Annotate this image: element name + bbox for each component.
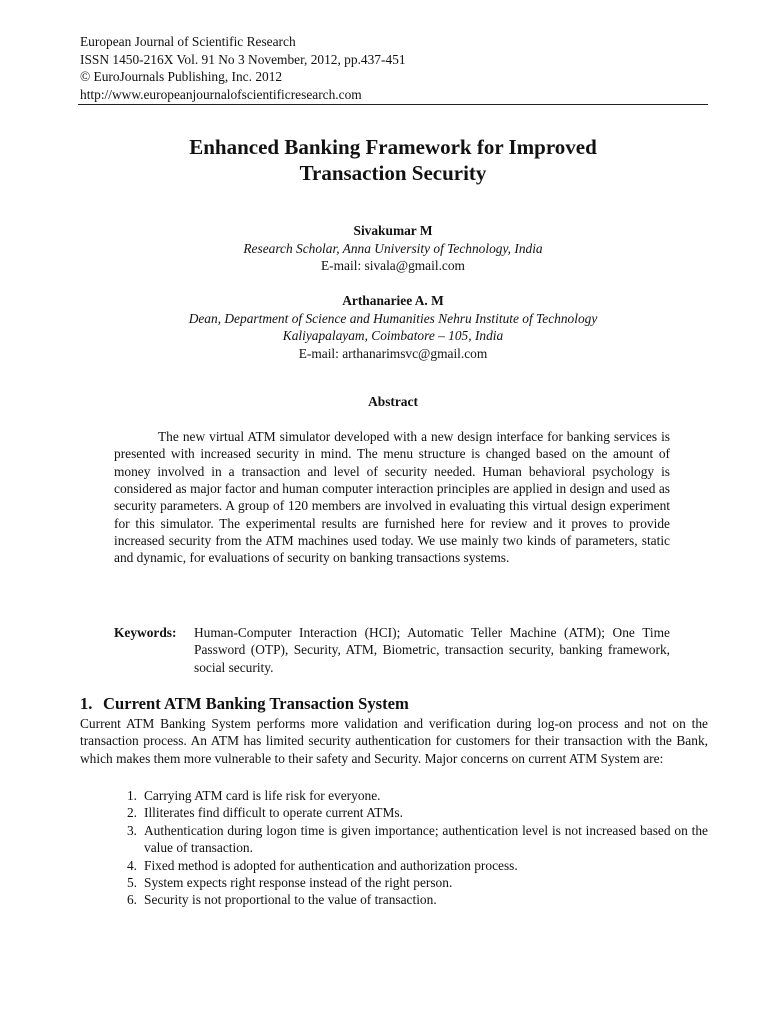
- concerns-list: [80, 787, 708, 909]
- keywords-block: [114, 624, 670, 676]
- list-item-text: Fixed method is adopted for authentication and authorization process.: [144, 857, 518, 873]
- list-item-text: Authentication during logon time is given importance; authentication level is not increased based on the value of transaction.: [144, 822, 708, 856]
- section-title: Current ATM Banking Transaction System: [103, 694, 409, 713]
- section-number: 1.: [80, 694, 93, 713]
- list-item-number: 2.: [126, 805, 137, 821]
- author-affiliation: Research Scholar, Anna University of Technology, India: [243, 240, 543, 256]
- list-item-text: Security is not proportional to the value of transaction.: [144, 892, 437, 908]
- paper-title: [78, 134, 708, 186]
- list-item-number: 3.: [126, 822, 137, 838]
- author-email[interactable]: E-mail: arthanarimsvc@gmail.com: [298, 345, 488, 361]
- title-line-2: Transaction Security: [299, 161, 487, 185]
- section-paragraph: Current ATM Banking System performs more validation and verification during log-on process and not on the transaction process. An ATM has limited security authentication for customers for their transaction with the Bank, which makes them more vulnerable to their safety and Security. Major concerns on current ATM System are:: [80, 716, 708, 766]
- header-divider: [78, 104, 708, 105]
- list-item-text: Illiterates find difficult to operate current ATMs.: [144, 805, 403, 821]
- title-line-1: Enhanced Banking Framework for Improved: [189, 135, 597, 159]
- journal-url[interactable]: http://www.europeanjournalofscientificresearch.com: [80, 86, 362, 102]
- keywords-text: Human-Computer Interaction (HCI); Automatic Teller Machine (ATM); One Time Password (OTP), Security, ATM, Biometric, transaction security, banking framework, social security.: [194, 625, 670, 675]
- list-item-number: 1.: [126, 788, 137, 803]
- list-item-text: System expects right response instead of the right person.: [144, 875, 453, 891]
- list-item: [80, 874, 708, 891]
- list-item-number: 5.: [126, 875, 137, 891]
- list-item-number: 6.: [126, 892, 137, 908]
- author-block-2: [78, 292, 708, 362]
- list-item-text: Carrying ATM card is life risk for everyone.: [144, 788, 381, 803]
- abstract-text: The new virtual ATM simulator developed with a new design interface for banking services is presented with increased security in mind. The menu structure is changed based on the amount of money involved in a transaction and level of security needed. Human behavioral psychology is considered as major factor and human computer interaction principles are applied in design and used as security parameters. A group of 120 members are involved in evaluating this virtual design experiment for this simulator. The experimental results are furnished here for review and it proves to provide increased security from the ATM machines used today. We use mainly two kinds of parameters, static and dynamic, for evaluations of security on banking transactions systems.: [114, 429, 670, 566]
- author-name: Arthanariee A. M: [342, 293, 444, 308]
- journal-copyright: © EuroJournals Publishing, Inc. 2012: [80, 69, 283, 84]
- abstract-heading: Abstract: [368, 394, 418, 409]
- list-item: [80, 822, 708, 857]
- section-heading: [80, 694, 708, 714]
- journal-name: European Journal of Scientific Research: [80, 34, 296, 49]
- list-item-number: 4.: [126, 857, 137, 873]
- list-item: [80, 891, 708, 908]
- list-item: [80, 857, 708, 874]
- author-block-1: [78, 222, 708, 275]
- list-item: [80, 804, 708, 821]
- author-name: Sivakumar M: [353, 223, 433, 238]
- keywords-label: Keywords:: [114, 625, 177, 640]
- author-email[interactable]: E-mail: sivala@gmail.com: [321, 258, 465, 274]
- list-item: [80, 787, 708, 804]
- author-affiliation: Kaliyapalayam, Coimbatore – 105, India: [282, 328, 504, 344]
- author-affiliation: Dean, Department of Science and Humanities Nehru Institute of Technology: [188, 310, 598, 326]
- journal-issn: ISSN 1450-216X Vol. 91 No 3 November, 2012, pp.437-451: [80, 51, 406, 67]
- journal-header: [80, 33, 708, 103]
